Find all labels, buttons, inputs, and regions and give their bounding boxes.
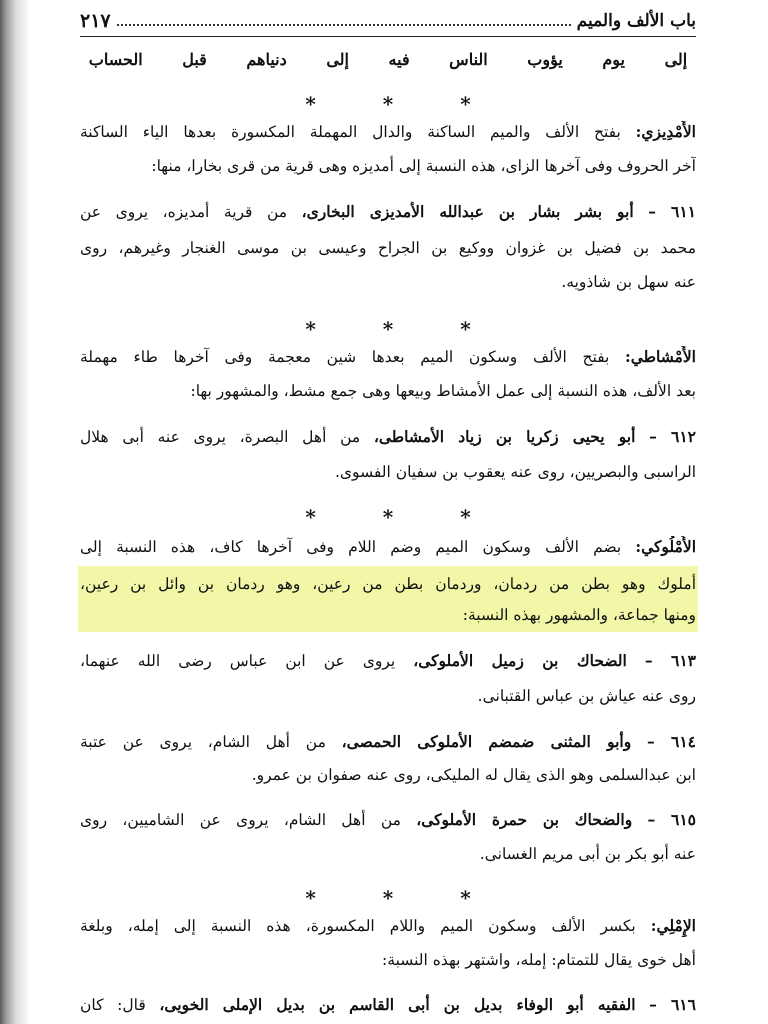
- entry-title: الأَمْدِيزي:: [635, 122, 696, 141]
- entry-name: الفقيه أبو الوفاء بديل بن أبى القاسم بن بديل الإملى الخويى،: [159, 995, 636, 1014]
- entry-number: ٦١٦ –: [649, 995, 696, 1014]
- entry-line: ٦١٣ – الضحاك بن زميل الأملوكى، يروى عن ابن عباس رضى الله عنهما،: [80, 651, 696, 670]
- page-edge-shadow: [0, 0, 30, 1024]
- entry-name: أبو يحيى زكريا بن زياد الأمشاطى،: [373, 427, 636, 446]
- section-separator: * * *: [305, 92, 501, 116]
- section-separator: * * *: [305, 317, 501, 341]
- entry-line: أهل خوى يقال للتمتام: إمله، واشتهر بهذه النسبة:: [382, 951, 696, 969]
- entry-line: ٦١٥ – والضحاك بن حمرة الأملوكى، من أهل الشام، يروى عن الشاميين، روى: [80, 810, 696, 829]
- highlighted-line: ومنها جماعة، والمشهور بهذه النسبة:: [462, 606, 696, 624]
- header-dots: [117, 24, 571, 26]
- entry-line: عنه أبو بكر بن أبى مريم الغسانى.: [479, 845, 696, 863]
- entry-name: أبو بشر بشار بن عبدالله الأمديزى البخارى،: [301, 202, 634, 221]
- entry-title: الأُمْلُوكي:: [635, 537, 696, 556]
- entry-name: وأبو المثنى ضمضم الأملوكى الحمصى،: [341, 732, 632, 751]
- entry-number: ٦١٤ –: [647, 732, 696, 751]
- entry-number: ٦١٢ –: [649, 427, 696, 446]
- verse-line: إلى يوم يؤوب الناس فيه إلى دنياهم قبل الحساب: [88, 50, 688, 69]
- entry-name: الضحاك بن زميل الأملوكى،: [413, 651, 627, 670]
- entry-line: محمد بن فضيل بن غزوان ووكيع بن الجراح وعيسى بن موسى الغنجار وغيرهم، روى: [80, 239, 696, 257]
- entry-line: بعد الألف، هذه النسبة إلى عمل الأمشاط وبيعها وهى جمع مشط، والمشهور بها:: [190, 382, 696, 400]
- entry-line: روى عنه عياش بن عباس القتبانى.: [477, 687, 696, 705]
- entry-line: آخر الحروف وفى آخرها الزاى، هذه النسبة إلى أمديزه وهى قرية من قرى بخارا، منها:: [151, 157, 696, 175]
- chapter-title: باب الألف والميم: [576, 11, 696, 31]
- highlighted-line: أملوك وهو بطن من ردمان، وردمان بطن من رعين، وهو ردمان بن وائل بن رعين،: [80, 575, 696, 593]
- entry-line: ٦١٢ – أبو يحيى زكريا بن زياد الأمشاطى، من أهل البصرة، يروى عنه أبى هلال: [80, 427, 696, 446]
- entry-line: ٦١٤ – وأبو المثنى ضمضم الأملوكى الحمصى، من أهل الشام، يروى عن عتبة: [80, 732, 696, 751]
- entry-line: عنه سهل بن شاذويه.: [561, 273, 696, 291]
- document-page: [80, 0, 696, 1024]
- entry-line: الإِمْلِي: بكسر الألف وسكون الميم واللام المكسورة، هذه النسبة إلى إمله، وبلغة: [80, 916, 696, 935]
- entry-line: ابن عبدالسلمى وهو الذى يقال له المليكى، روى عنه صفوان بن عمرو.: [251, 766, 696, 784]
- entry-line: الراسبى والبصريين، روى عنه يعقوب بن سفيان الفسوى.: [335, 463, 696, 481]
- entry-number: ٦١١ –: [648, 202, 696, 221]
- section-separator: * * *: [305, 505, 501, 529]
- entry-line: الأَمْشاطي: بفتح الألف وسكون الميم بعدها شين معجمة وفى آخرها طاء مهملة: [80, 347, 696, 366]
- entry-line: ٦١٦ – الفقيه أبو الوفاء بديل بن أبى القاسم بن بديل الإملى الخويى، قال: كان: [80, 995, 696, 1014]
- entry-name: والضحاك بن حمرة الأملوكى،: [416, 810, 633, 829]
- entry-title: الإِمْلِي:: [650, 916, 696, 935]
- section-separator: * * *: [305, 886, 501, 910]
- entry-line: ٦١١ – أبو بشر بشار بن عبدالله الأمديزى البخارى، من قرية أمديزه، يروى عن: [80, 202, 696, 221]
- page-number: ٢١٧: [80, 10, 111, 32]
- entry-line: الأُمْلُوكي: بضم الألف وسكون الميم وضم اللام وفى آخرها كاف، هذه النسبة إلى: [80, 537, 696, 556]
- entry-number: ٦١٥ –: [647, 810, 696, 829]
- entry-title: الأَمْشاطي:: [625, 347, 696, 366]
- entry-number: ٦١٣ –: [644, 651, 696, 670]
- page-header: [80, 6, 696, 37]
- entry-line: الأَمْدِيزي: بفتح الألف والميم الساكنة والدال المهملة المكسورة بعدها الياء الساكنة: [80, 122, 696, 141]
